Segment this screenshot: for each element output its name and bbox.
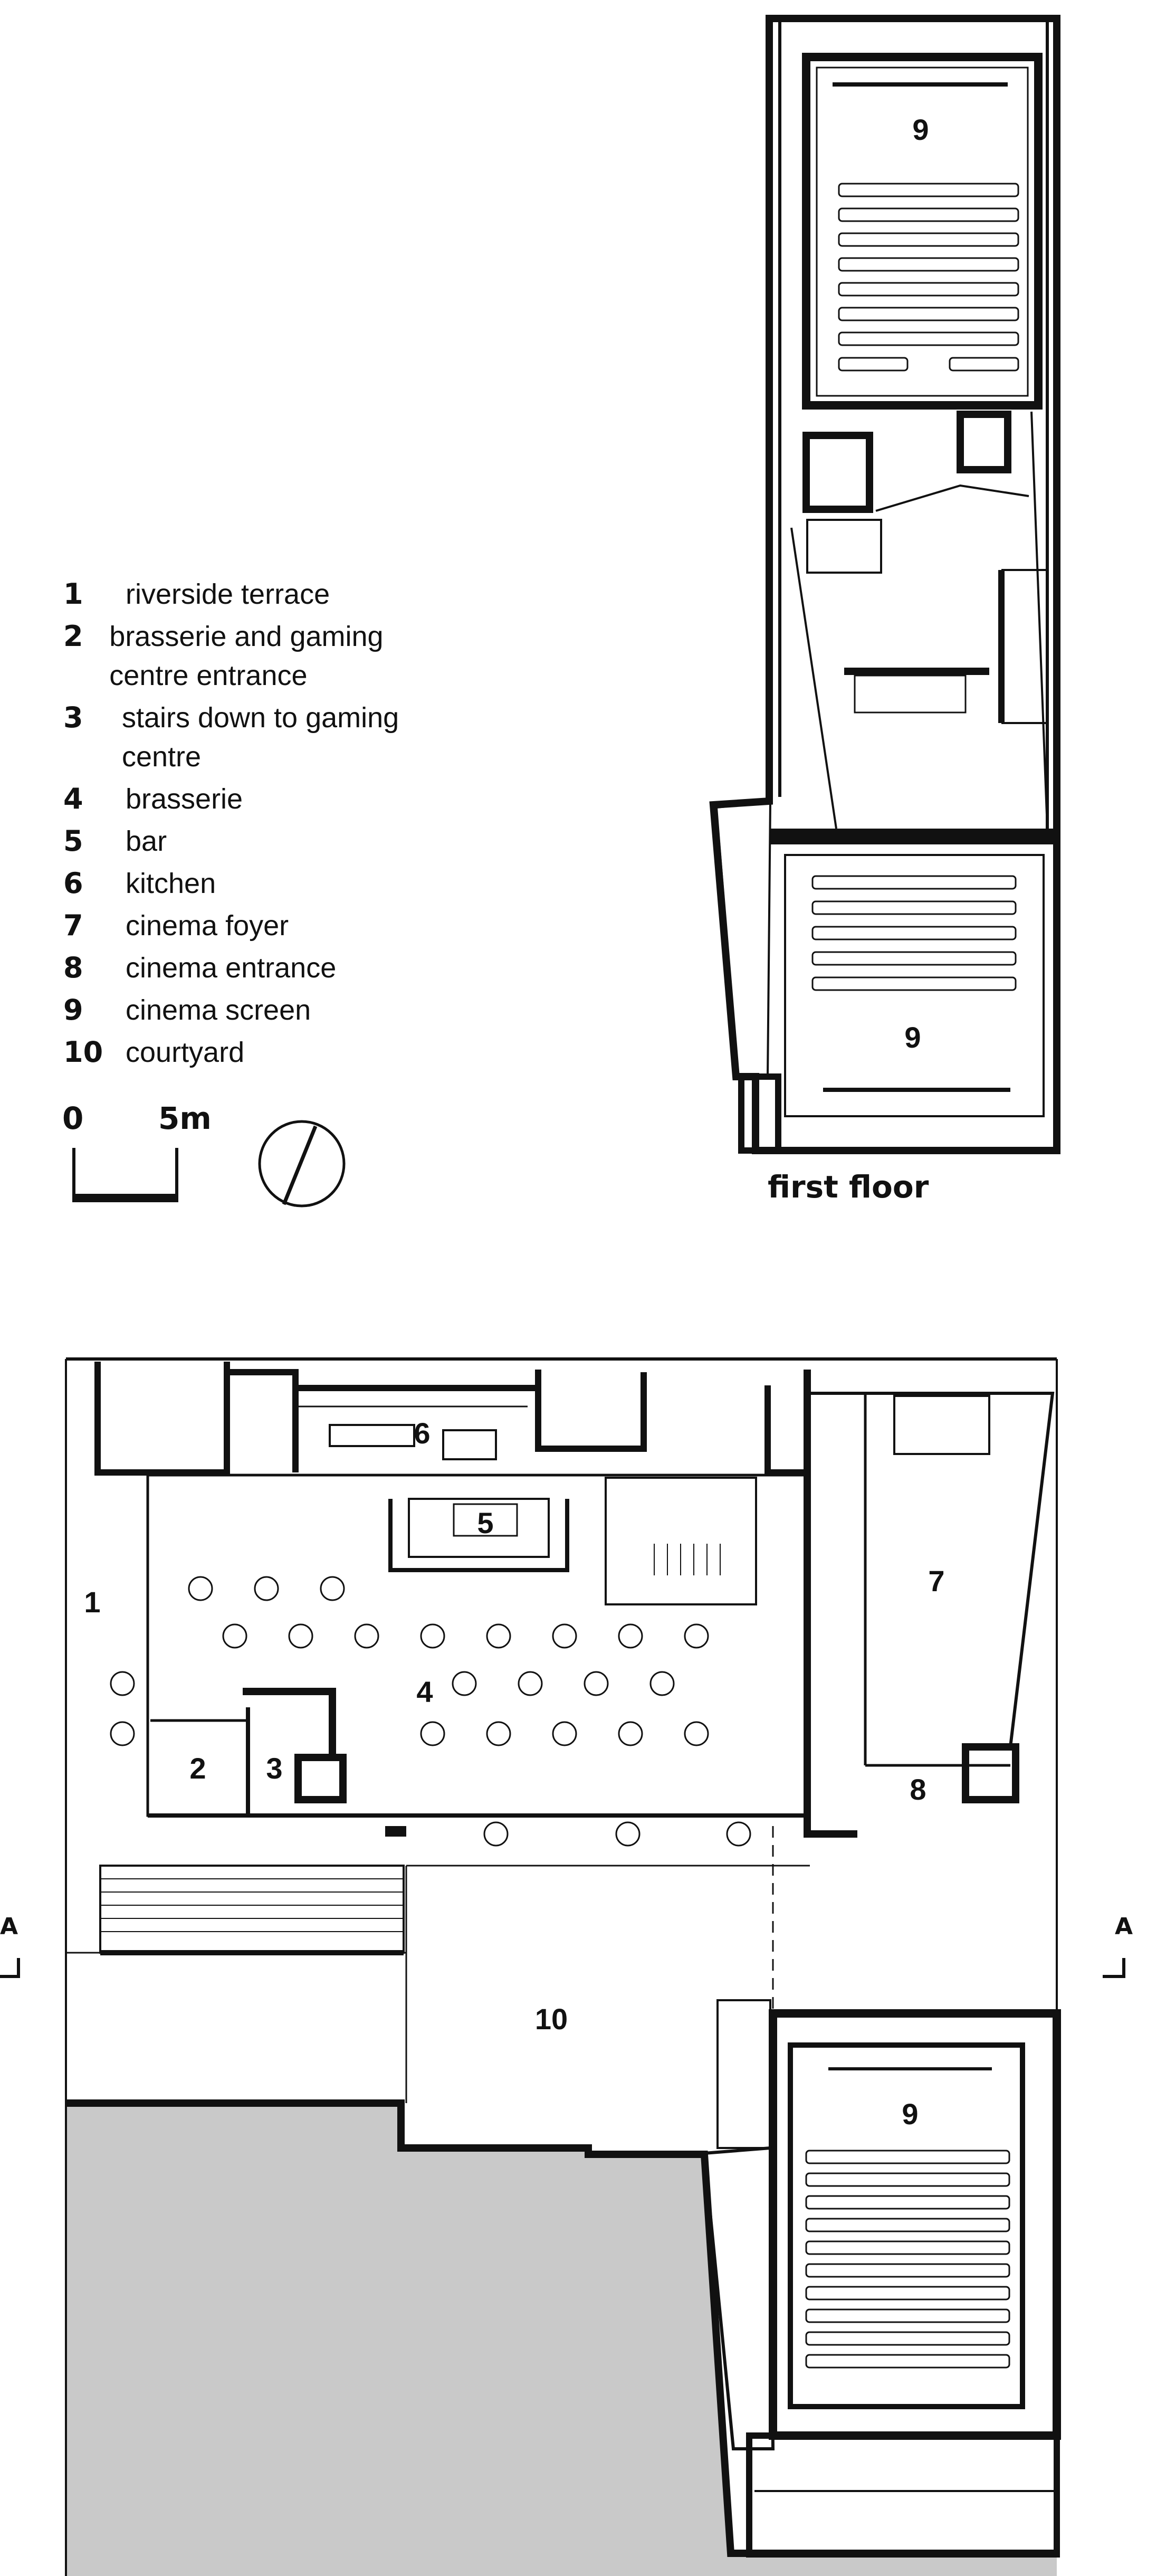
room-label-foyer: 7 (928, 1564, 945, 1598)
legend-item (63, 994, 464, 1030)
legend-label: brasserie and gaming centre entrance (109, 621, 384, 691)
legend-number: 10 (63, 1035, 103, 1069)
room-label-courtyard: 10 (534, 2002, 568, 2036)
legend-number: 4 (63, 782, 83, 815)
legend-item (63, 783, 464, 819)
legend-number: 6 (63, 867, 83, 900)
legend-item (63, 952, 464, 987)
scale-end-label: 5m (158, 1100, 212, 1136)
upper-cinema-box (806, 57, 1038, 405)
room-label-terrace: 1 (84, 1585, 101, 1619)
section-label-right: A (1115, 1913, 1133, 1940)
room-label-cinema-entrance: 8 (910, 1773, 926, 1806)
room-label-kitchen: 6 (414, 1417, 431, 1450)
room-label-brasserie: 4 (416, 1675, 433, 1708)
legend-number: 2 (63, 620, 83, 653)
legend-label: brasserie (126, 783, 243, 815)
legend (63, 578, 464, 1078)
north-arrow-icon (260, 1121, 344, 1206)
room-label-entrance: 2 (189, 1752, 206, 1785)
legend-label: stairs down to gaming centre (121, 702, 399, 773)
legend-item (63, 620, 464, 695)
lower-cinema-box (785, 855, 1044, 1116)
legend-number: 5 (63, 824, 83, 858)
section-marker-right (1103, 1958, 1124, 1976)
legend-item (63, 701, 464, 776)
legend-number: 7 (63, 909, 83, 942)
scale-bar (74, 1148, 177, 1202)
legend-label: cinema screen (126, 994, 311, 1026)
section-label-left: A (0, 1913, 18, 1940)
legend-label: riverside terrace (126, 578, 330, 610)
room-label-stairs: 3 (266, 1752, 283, 1785)
legend-number: 9 (63, 993, 83, 1026)
room-label-cinema-upper: 9 (912, 113, 929, 146)
lower-cinema-seats (813, 876, 1016, 990)
legend-item (63, 825, 464, 861)
ground-cinema-outer (773, 2013, 1057, 2436)
section-marker-left (0, 1958, 18, 1976)
legend-item (63, 1036, 464, 1072)
ground-cinema-seats (806, 2151, 1009, 2368)
first-floor-plan (713, 18, 1057, 1151)
brasserie-tables (111, 1577, 750, 1846)
first-floor-outline (713, 18, 1057, 1151)
kitchen-counter (330, 1425, 414, 1446)
room-label-cinema-ground: 9 (902, 2097, 919, 2131)
cinema-foyer-walls (807, 1370, 857, 1834)
legend-label: kitchen (126, 868, 216, 899)
first-floor-title: first floor (768, 1169, 929, 1205)
legend-item (63, 578, 464, 614)
room-label-bar: 5 (477, 1506, 494, 1539)
ground-floor-plan (66, 1359, 1057, 2576)
legend-label: bar (126, 825, 167, 857)
scale-start-label: 0 (62, 1100, 84, 1136)
legend-label: cinema foyer (126, 910, 289, 942)
legend-number: 1 (63, 577, 83, 611)
legend-label: cinema entrance (126, 952, 337, 984)
legend-number: 8 (63, 951, 83, 984)
legend-item (63, 909, 464, 945)
legend-item (63, 867, 464, 903)
legend-label: courtyard (126, 1037, 245, 1068)
upper-cinema-seats (839, 184, 1018, 370)
legend-number: 3 (63, 701, 83, 734)
room-label-cinema-lower: 9 (904, 1021, 921, 1054)
